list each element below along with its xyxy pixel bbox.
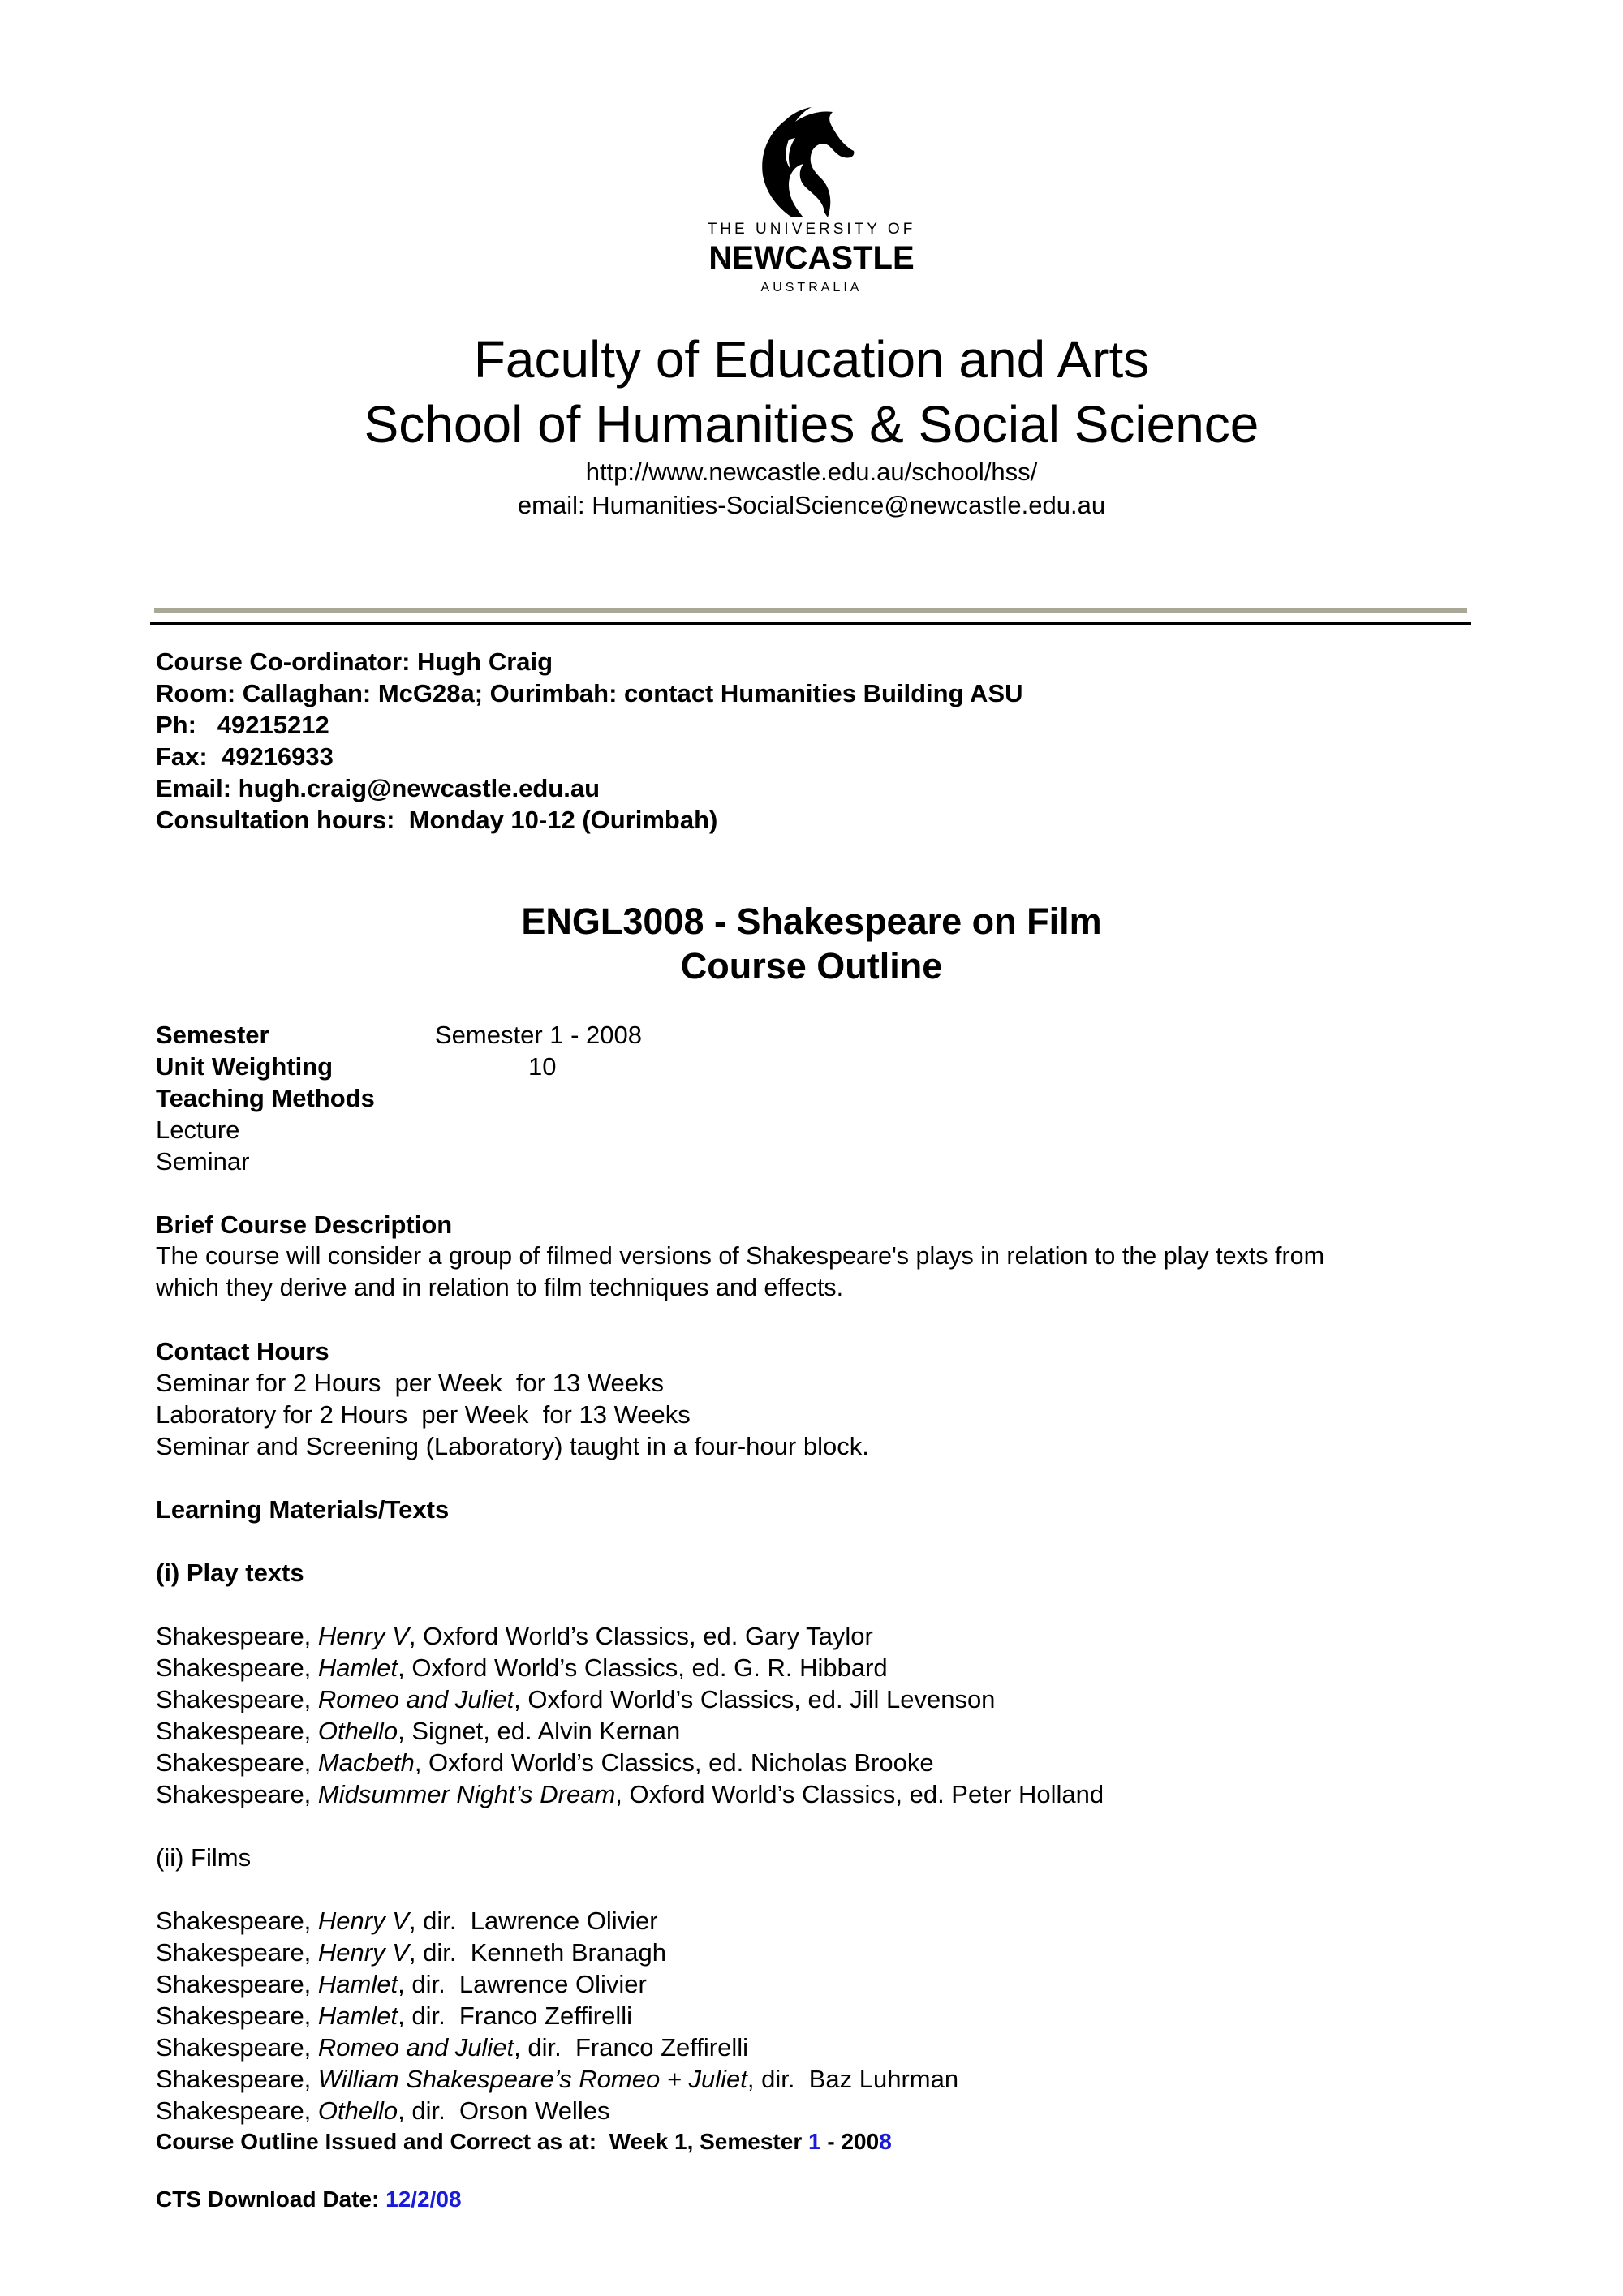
- work-title: Henry V: [317, 1907, 409, 1935]
- play-text-item: [156, 1715, 680, 1747]
- download-date-line: [156, 2183, 462, 2215]
- play-text-item: [156, 1652, 888, 1683]
- semester-value: Semester 1 - 2008: [435, 1021, 643, 1049]
- teaching-method-item: Seminar: [156, 1147, 250, 1176]
- contact-hours-item: Seminar for 2 Hours per Week for 13 Weeks: [156, 1369, 664, 1397]
- author: Shakespeare,: [156, 1970, 318, 1998]
- course-subtitle: Course Outline: [680, 945, 943, 987]
- course-coordinator: Course Co-ordinator: Hugh Craig: [156, 647, 553, 676]
- edition: , Oxford World’s Classics, ed. Jill Levenson: [514, 1685, 996, 1713]
- film-item: [156, 1905, 658, 1937]
- play-text-item: [156, 1683, 995, 1715]
- contact-hours-item: Laboratory for 2 Hours per Week for 13 Weeks: [156, 1400, 691, 1429]
- play-text-item: [156, 1747, 934, 1778]
- logo-text-line1: THE UNIVERSITY OF: [707, 221, 916, 238]
- issued-year-digit: 8: [879, 2129, 892, 2154]
- author: Shakespeare,: [156, 2001, 318, 2030]
- author: Shakespeare,: [156, 1622, 318, 1650]
- edition: , Oxford World’s Classics, ed. Gary Taylor: [408, 1622, 873, 1650]
- film-item: [156, 2032, 748, 2063]
- coordinator-email[interactable]: Email: hugh.craig@newcastle.edu.au: [156, 774, 601, 802]
- author: Shakespeare,: [156, 2065, 318, 2093]
- work-title: Henry V: [317, 1938, 409, 1967]
- author: Shakespeare,: [156, 1748, 318, 1777]
- phone-info: Ph: 49215212: [156, 711, 329, 739]
- issued-year-prefix: - 200: [820, 2129, 880, 2154]
- work-title: Hamlet: [317, 1653, 398, 1682]
- film-item: [156, 2095, 609, 2126]
- course-title: ENGL3008 - Shakespeare on Film: [521, 901, 1102, 942]
- author: Shakespeare,: [156, 1685, 318, 1713]
- director: , dir. Franco Zeffirelli: [514, 2033, 749, 2062]
- logo-text-line2: NEWCASTLE: [708, 240, 915, 276]
- author: Shakespeare,: [156, 1907, 318, 1935]
- film-item: [156, 2063, 958, 2095]
- director: , dir. Kenneth Branagh: [408, 1938, 667, 1967]
- play-text-item: [156, 1620, 873, 1652]
- work-title: Romeo and Juliet: [317, 1685, 514, 1713]
- work-title: Macbeth: [317, 1748, 415, 1777]
- director: , dir. Orson Welles: [398, 2096, 610, 2125]
- university-logo: [690, 97, 933, 308]
- director: , dir. Franco Zeffirelli: [398, 2001, 632, 2030]
- play-texts-heading: (i) Play texts: [156, 1559, 304, 1587]
- work-title: Hamlet: [317, 2001, 398, 2030]
- semester-label: Semester: [156, 1021, 269, 1049]
- edition: , Oxford World’s Classics, ed. G. R. Hibbard: [398, 1653, 888, 1682]
- download-date-label: CTS Download Date:: [156, 2186, 386, 2212]
- author: Shakespeare,: [156, 2033, 318, 2062]
- work-title: William Shakespeare’s Romeo + Juliet: [317, 2065, 747, 2093]
- author: Shakespeare,: [156, 2096, 318, 2125]
- seahorse-logo-icon: [753, 104, 871, 221]
- description-text: The course will consider a group of filmed versions of Shakespeare's plays in relation to the play texts from: [156, 1242, 1325, 1270]
- director: , dir. Baz Luhrman: [747, 2065, 959, 2093]
- logo-text-line3: AUSTRALIA: [760, 281, 863, 295]
- school-url-link[interactable]: http://www.newcastle.edu.au/school/hss/: [585, 458, 1038, 486]
- description-text: which they derive and in relation to film techniques and effects.: [156, 1274, 844, 1301]
- film-item: [156, 2000, 632, 2032]
- author: Shakespeare,: [156, 1653, 318, 1682]
- films-heading: (ii) Films: [156, 1843, 252, 1872]
- work-title: Othello: [317, 1717, 398, 1745]
- room-info: Room: Callaghan: McG28a; Ourimbah: contact Humanities Building ASU: [156, 679, 1023, 707]
- play-text-item: [156, 1778, 1104, 1810]
- work-title: Hamlet: [317, 1970, 398, 1998]
- work-title: Romeo and Juliet: [317, 2033, 514, 2062]
- issued-semester: 1: [808, 2129, 821, 2154]
- issued-text: Course Outline Issued and Correct as at: Week 1, Semester: [156, 2129, 808, 2154]
- edition: , Oxford World’s Classics, ed. Nicholas Brooke: [414, 1748, 934, 1777]
- school-email[interactable]: email: Humanities-SocialScience@newcastle.edu.au: [517, 491, 1106, 519]
- faculty-heading: Faculty of Education and Arts: [473, 330, 1150, 389]
- description-heading: Brief Course Description: [156, 1210, 453, 1239]
- unit-weighting-value: 10: [528, 1052, 557, 1081]
- film-item: [156, 1937, 666, 1968]
- edition: , Oxford World’s Classics, ed. Peter Holland: [615, 1780, 1104, 1808]
- author: Shakespeare,: [156, 1780, 318, 1808]
- divider-gray: [154, 608, 1467, 613]
- contact-hours-item: Seminar and Screening (Laboratory) taught in a four-hour block.: [156, 1432, 869, 1460]
- author: Shakespeare,: [156, 1938, 318, 1967]
- edition: , Signet, ed. Alvin Kernan: [398, 1717, 681, 1745]
- director: , dir. Lawrence Olivier: [398, 1970, 647, 1998]
- film-item: [156, 1968, 647, 2000]
- unit-weighting-label: Unit Weighting: [156, 1052, 334, 1081]
- teaching-method-item: Lecture: [156, 1116, 240, 1144]
- school-heading: School of Humanities & Social Science: [364, 395, 1259, 454]
- work-title: Othello: [317, 2096, 398, 2125]
- teaching-methods-label: Teaching Methods: [156, 1084, 375, 1112]
- author: Shakespeare,: [156, 1717, 318, 1745]
- work-title: Henry V: [317, 1622, 409, 1650]
- work-title: Midsummer Night’s Dream: [317, 1780, 616, 1808]
- issued-statement: [156, 2126, 892, 2157]
- materials-heading: Learning Materials/Texts: [156, 1495, 450, 1524]
- contact-hours-heading: Contact Hours: [156, 1337, 329, 1365]
- divider-black: [150, 622, 1471, 625]
- consultation-hours: Consultation hours: Monday 10-12 (Ourimbah): [156, 806, 718, 834]
- fax-info: Fax: 49216933: [156, 742, 334, 771]
- download-date-value: 12/2/08: [385, 2186, 462, 2212]
- director: , dir. Lawrence Olivier: [408, 1907, 658, 1935]
